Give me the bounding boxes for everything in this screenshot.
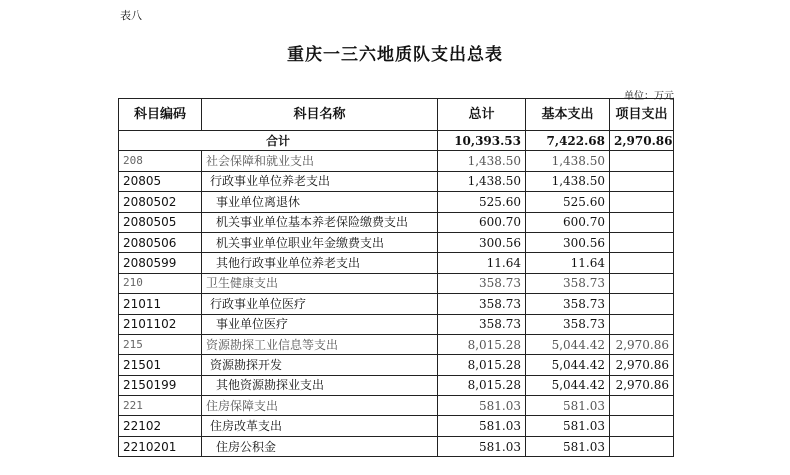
row-name: 其他行政事业单位养老支出 bbox=[202, 253, 438, 273]
row-name: 社会保障和就业支出 bbox=[202, 151, 438, 171]
row-total: 1,438.50 bbox=[438, 151, 526, 171]
row-name: 行政事业单位养老支出 bbox=[202, 171, 438, 191]
row-project bbox=[610, 436, 674, 456]
row-total: 600.70 bbox=[438, 212, 526, 232]
row-name: 机关事业单位基本养老保险缴费支出 bbox=[202, 212, 438, 232]
header-code: 科目编码 bbox=[119, 99, 202, 131]
row-code: 215 bbox=[119, 334, 202, 354]
row-project bbox=[610, 212, 674, 232]
expenditure-table bbox=[118, 98, 674, 457]
header-basic: 基本支出 bbox=[526, 99, 610, 131]
row-name: 机关事业单位职业年金缴费支出 bbox=[202, 232, 438, 252]
row-total: 8,015.28 bbox=[438, 334, 526, 354]
row-total: 358.73 bbox=[438, 273, 526, 293]
table-row bbox=[119, 375, 674, 395]
row-code: 20805 bbox=[119, 171, 202, 191]
row-name: 事业单位离退休 bbox=[202, 192, 438, 212]
row-project bbox=[610, 416, 674, 436]
row-total: 358.73 bbox=[438, 314, 526, 334]
row-basic: 358.73 bbox=[526, 314, 610, 334]
row-code: 2210201 bbox=[119, 436, 202, 456]
row-basic: 600.70 bbox=[526, 212, 610, 232]
row-basic: 581.03 bbox=[526, 416, 610, 436]
header-row bbox=[119, 99, 674, 131]
row-code: 210 bbox=[119, 273, 202, 293]
row-code: 2080502 bbox=[119, 192, 202, 212]
header-name: 科目名称 bbox=[202, 99, 438, 131]
row-basic: 5,044.42 bbox=[526, 375, 610, 395]
row-project bbox=[610, 151, 674, 171]
row-total: 8,015.28 bbox=[438, 375, 526, 395]
total-row bbox=[119, 131, 674, 151]
row-name: 住房改革支出 bbox=[202, 416, 438, 436]
table-row bbox=[119, 151, 674, 171]
table-row bbox=[119, 355, 674, 375]
row-name: 住房公积金 bbox=[202, 436, 438, 456]
total-total: 10,393.53 bbox=[438, 131, 526, 151]
row-name: 行政事业单位医疗 bbox=[202, 294, 438, 314]
row-code: 208 bbox=[119, 151, 202, 171]
row-total: 300.56 bbox=[438, 232, 526, 252]
row-name: 卫生健康支出 bbox=[202, 273, 438, 293]
row-project: 2,970.86 bbox=[610, 334, 674, 354]
row-project bbox=[610, 314, 674, 334]
row-code: 2080506 bbox=[119, 232, 202, 252]
row-project bbox=[610, 273, 674, 293]
table-row bbox=[119, 192, 674, 212]
row-basic: 5,044.42 bbox=[526, 334, 610, 354]
row-basic: 300.56 bbox=[526, 232, 610, 252]
table-row bbox=[119, 314, 674, 334]
row-basic: 581.03 bbox=[526, 436, 610, 456]
row-project bbox=[610, 232, 674, 252]
table-row bbox=[119, 334, 674, 354]
row-basic: 11.64 bbox=[526, 253, 610, 273]
table-row bbox=[119, 294, 674, 314]
table-row bbox=[119, 436, 674, 456]
row-total: 8,015.28 bbox=[438, 355, 526, 375]
row-name: 其他资源勘探业支出 bbox=[202, 375, 438, 395]
row-project bbox=[610, 294, 674, 314]
row-code: 2080505 bbox=[119, 212, 202, 232]
table-number-label: 表八 bbox=[120, 9, 142, 22]
row-code: 221 bbox=[119, 396, 202, 416]
row-total: 581.03 bbox=[438, 396, 526, 416]
row-basic: 358.73 bbox=[526, 294, 610, 314]
row-code: 2150199 bbox=[119, 375, 202, 395]
row-basic: 581.03 bbox=[526, 396, 610, 416]
row-basic: 358.73 bbox=[526, 273, 610, 293]
row-project bbox=[610, 192, 674, 212]
page-title: 重庆一三六地质队支出总表 bbox=[287, 45, 503, 65]
total-project: 2,970.86 bbox=[610, 131, 674, 151]
table-row bbox=[119, 212, 674, 232]
table-row bbox=[119, 253, 674, 273]
row-name: 事业单位医疗 bbox=[202, 314, 438, 334]
table-row bbox=[119, 416, 674, 436]
row-code: 2080599 bbox=[119, 253, 202, 273]
header-project: 项目支出 bbox=[610, 99, 674, 131]
row-code: 21501 bbox=[119, 355, 202, 375]
row-name: 资源勘探工业信息等支出 bbox=[202, 334, 438, 354]
row-code: 2101102 bbox=[119, 314, 202, 334]
total-basic: 7,422.68 bbox=[526, 131, 610, 151]
row-total: 581.03 bbox=[438, 436, 526, 456]
table-row bbox=[119, 273, 674, 293]
row-total: 358.73 bbox=[438, 294, 526, 314]
row-total: 525.60 bbox=[438, 192, 526, 212]
row-project: 2,970.86 bbox=[610, 355, 674, 375]
row-basic: 1,438.50 bbox=[526, 151, 610, 171]
row-total: 581.03 bbox=[438, 416, 526, 436]
row-total: 11.64 bbox=[438, 253, 526, 273]
row-basic: 1,438.50 bbox=[526, 171, 610, 191]
table-row bbox=[119, 171, 674, 191]
row-code: 22102 bbox=[119, 416, 202, 436]
row-name: 资源勘探开发 bbox=[202, 355, 438, 375]
row-project bbox=[610, 171, 674, 191]
row-total: 1,438.50 bbox=[438, 171, 526, 191]
table-row bbox=[119, 232, 674, 252]
header-total: 总计 bbox=[438, 99, 526, 131]
unit-label: 单位：万元 bbox=[624, 91, 674, 102]
row-code: 21011 bbox=[119, 294, 202, 314]
row-basic: 5,044.42 bbox=[526, 355, 610, 375]
row-project bbox=[610, 396, 674, 416]
row-basic: 525.60 bbox=[526, 192, 610, 212]
total-label: 合计 bbox=[119, 131, 438, 151]
table-row bbox=[119, 396, 674, 416]
row-project bbox=[610, 253, 674, 273]
row-name: 住房保障支出 bbox=[202, 396, 438, 416]
row-project: 2,970.86 bbox=[610, 375, 674, 395]
